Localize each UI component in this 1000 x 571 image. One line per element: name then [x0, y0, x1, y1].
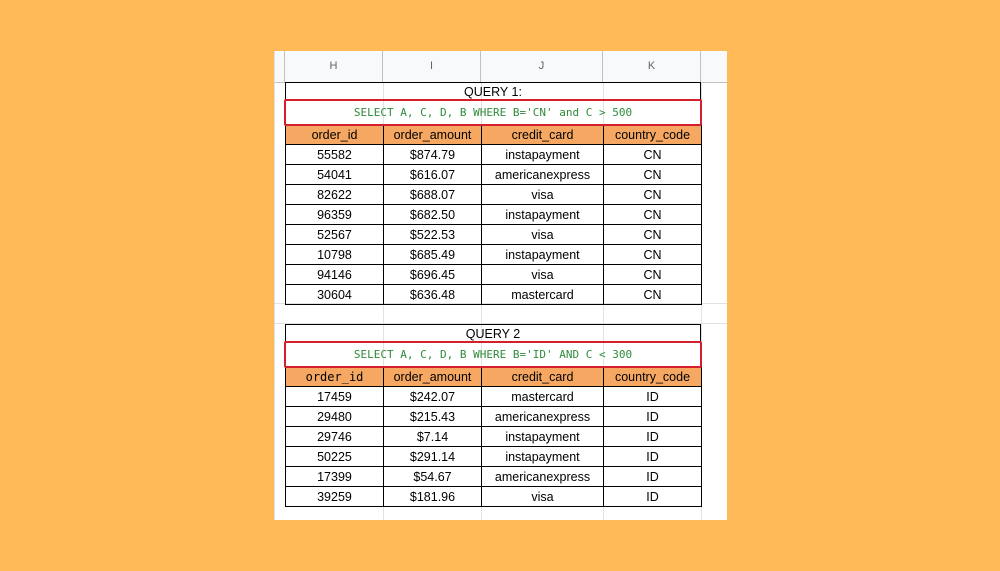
spreadsheet [274, 51, 727, 520]
table-cell[interactable]: 94146 [286, 265, 384, 285]
table-cell[interactable]: ID [604, 427, 702, 447]
header-cell[interactable]: country_code [604, 125, 702, 145]
table-cell[interactable]: $291.14 [384, 447, 482, 467]
table-cell[interactable]: instapayment [482, 145, 604, 165]
table-cell[interactable]: 29746 [286, 427, 384, 447]
header-cell[interactable]: order_amount [384, 125, 482, 145]
table-row [286, 185, 702, 205]
header-cell[interactable]: order_amount [384, 367, 482, 387]
table-cell[interactable]: CN [604, 145, 702, 165]
table-cell[interactable]: CN [604, 185, 702, 205]
query1-header-row [286, 125, 702, 145]
table-row [286, 265, 702, 285]
table-cell[interactable]: $522.53 [384, 225, 482, 245]
table-cell[interactable]: instapayment [482, 245, 604, 265]
table-cell[interactable]: $874.79 [384, 145, 482, 165]
table-cell[interactable]: ID [604, 487, 702, 507]
query1-sql: SELECT A, C, D, B WHERE B='CN' and C > 500 [353, 106, 633, 119]
table-row [286, 487, 702, 507]
table-cell[interactable]: CN [604, 245, 702, 265]
table-row [286, 205, 702, 225]
table-cell[interactable]: visa [482, 225, 604, 245]
table-row [286, 447, 702, 467]
table-cell[interactable]: instapayment [482, 447, 604, 467]
table-row [286, 245, 702, 265]
query2-title[interactable]: QUERY 2 [285, 324, 701, 343]
table-cell[interactable]: 96359 [286, 205, 384, 225]
table-cell[interactable]: $688.07 [384, 185, 482, 205]
table-row [286, 145, 702, 165]
table-cell[interactable]: 30604 [286, 285, 384, 305]
query1-result-table [285, 124, 702, 305]
table-cell[interactable]: ID [604, 407, 702, 427]
header-cell[interactable]: country_code [604, 367, 702, 387]
table-cell[interactable]: visa [482, 185, 604, 205]
query1-highlight-box [284, 99, 702, 126]
table-cell[interactable]: CN [604, 165, 702, 185]
table-cell[interactable]: 50225 [286, 447, 384, 467]
table-row [286, 225, 702, 245]
table-row [286, 467, 702, 487]
table-row [286, 285, 702, 305]
table-cell[interactable]: americanexpress [482, 165, 604, 185]
table-cell[interactable]: CN [604, 285, 702, 305]
table-cell[interactable]: americanexpress [482, 467, 604, 487]
table-cell[interactable]: instapayment [482, 205, 604, 225]
table-cell[interactable]: $636.48 [384, 285, 482, 305]
table-cell[interactable]: ID [604, 387, 702, 407]
header-cell[interactable]: credit_card [482, 367, 604, 387]
table-cell[interactable]: $181.96 [384, 487, 482, 507]
query2-block [285, 324, 701, 507]
query1-block [285, 82, 701, 305]
column-header-k[interactable]: K [603, 51, 701, 82]
table-cell[interactable]: $696.45 [384, 265, 482, 285]
table-cell[interactable]: $685.49 [384, 245, 482, 265]
query2-sql: SELECT A, C, D, B WHERE B='ID' AND C < 300 [353, 348, 633, 361]
table-cell[interactable]: visa [482, 487, 604, 507]
table-row [286, 407, 702, 427]
table-cell[interactable]: 29480 [286, 407, 384, 427]
query2-formula-cell[interactable] [285, 343, 701, 366]
table-cell[interactable]: mastercard [482, 387, 604, 407]
query1-formula-cell[interactable] [285, 101, 701, 124]
query1-title[interactable]: QUERY 1: [285, 82, 701, 101]
header-cell[interactable]: order_id [286, 125, 384, 145]
table-row [286, 387, 702, 407]
table-cell[interactable]: 82622 [286, 185, 384, 205]
table-cell[interactable]: $242.07 [384, 387, 482, 407]
table-cell[interactable]: mastercard [482, 285, 604, 305]
row-header-corner[interactable] [275, 51, 285, 82]
table-row [286, 165, 702, 185]
table-cell[interactable]: instapayment [482, 427, 604, 447]
table-cell[interactable]: 17459 [286, 387, 384, 407]
table-cell[interactable]: CN [604, 265, 702, 285]
table-cell[interactable]: $616.07 [384, 165, 482, 185]
column-header-bar [275, 51, 727, 83]
table-cell[interactable]: americanexpress [482, 407, 604, 427]
header-cell[interactable]: order_id [286, 367, 384, 387]
table-cell[interactable]: $54.67 [384, 467, 482, 487]
column-header-j[interactable]: J [481, 51, 603, 82]
column-header-next[interactable] [701, 51, 727, 82]
table-cell[interactable]: $682.50 [384, 205, 482, 225]
query2-result-table [285, 366, 702, 507]
table-cell[interactable]: 55582 [286, 145, 384, 165]
table-cell[interactable]: CN [604, 225, 702, 245]
query2-highlight-box [284, 341, 702, 368]
table-cell[interactable]: 39259 [286, 487, 384, 507]
table-cell[interactable]: 54041 [286, 165, 384, 185]
table-cell[interactable]: 52567 [286, 225, 384, 245]
query2-header-row [286, 367, 702, 387]
table-cell[interactable]: $215.43 [384, 407, 482, 427]
table-cell[interactable]: 10798 [286, 245, 384, 265]
table-cell[interactable]: visa [482, 265, 604, 285]
table-cell[interactable]: ID [604, 467, 702, 487]
column-header-i[interactable]: I [383, 51, 481, 82]
table-cell[interactable]: CN [604, 205, 702, 225]
table-row [286, 427, 702, 447]
table-cell[interactable]: 17399 [286, 467, 384, 487]
column-header-h[interactable]: H [285, 51, 383, 82]
table-cell[interactable]: ID [604, 447, 702, 467]
table-cell[interactable]: $7.14 [384, 427, 482, 447]
header-cell[interactable]: credit_card [482, 125, 604, 145]
